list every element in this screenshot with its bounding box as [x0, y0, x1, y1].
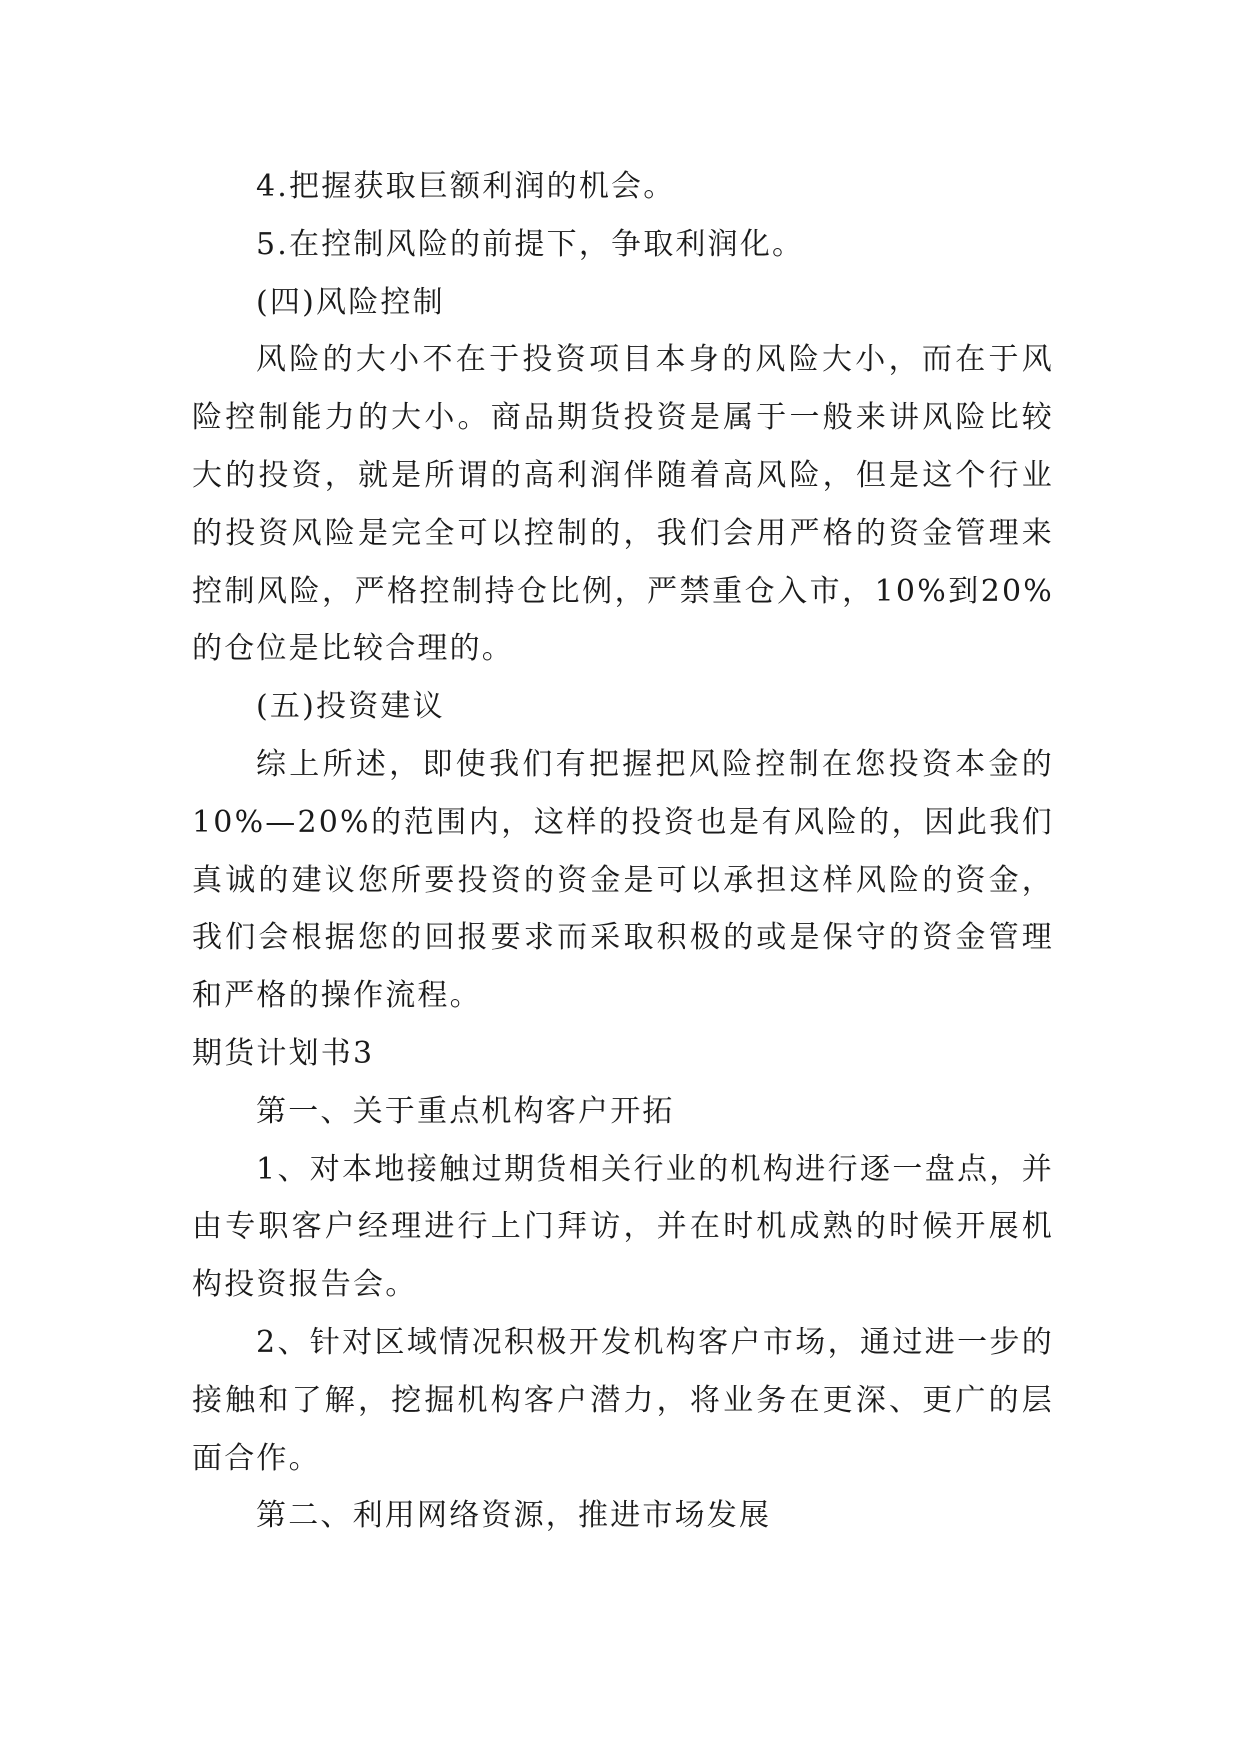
paragraph-item-5: 5.在控制风险的前提下，争取利润化。: [256, 226, 805, 262]
paragraph-point-1: 1、对本地接触过期货相关行业的机构进行逐一盘点，并由专职客户经理进行上门拜访，并在时机成熟的时候开展机构投资报告会。: [192, 1151, 1054, 1303]
paragraph-item-4: 4.把握获取巨额利润的机会。: [256, 169, 676, 204]
section-heading-institutional-clients: 第一、关于重点机构客户开拓: [256, 1093, 675, 1129]
document-title-plan-3: 期货计划书3: [192, 1035, 375, 1071]
section-heading-network-resources: 第二、利用网络资源，推进市场发展: [256, 1498, 772, 1534]
paragraph-point-2: 2、针对区域情况积极开发机构客户市场，通过进一步的接触和了解，挖掘机构客户潜力，将业务在更深、更广的层面合作。: [192, 1324, 1054, 1476]
section-heading-risk-control: (四)风险控制: [256, 284, 445, 320]
paragraph-risk-control: 风险的大小不在于投资项目本身的风险大小，而在于风险控制能力的大小。商品期货投资是属于一般来讲风险比较大的投资，就是所谓的高利润伴随着高风险，但是这个行业的投资风险是完全可以控制的，我们会用严格的资金管理来控制风险，严格控制持仓比例，严禁重仓入市，10%到20%的仓位是比较合理的。: [192, 342, 1054, 667]
paragraph-investment-advice: 综上所述，即使我们有把握把风险控制在您投资本金的10%—20%的范围内，这样的投资也是有风险的，因此我们真诚的建议您所要投资的资金是可以承担这样风险的资金，我们会根据您的回报要求而采取积极的或是保守的资金管理和严格的操作流程。: [192, 746, 1054, 1014]
document-body: [192, 158, 1054, 1545]
section-heading-investment-advice: (五)投资建议: [256, 689, 445, 725]
